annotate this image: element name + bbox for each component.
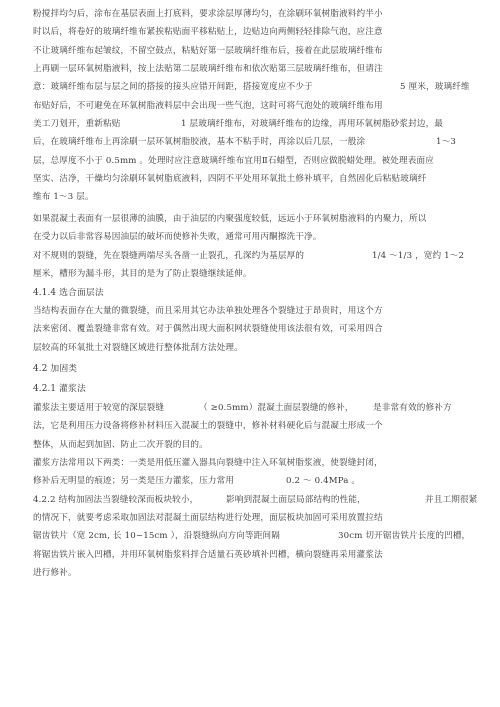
section-heading: 4.2 加固类 <box>33 364 78 374</box>
paragraph-line: 粉搅拌均匀后，涂布在基层表面上打底料，要求涂层厚薄均匀，在涂刷环氧树脂液料约半小 <box>33 9 383 19</box>
paragraph-line: 层，总厚度不小于 0.5mm 。处理时应注意玻璃纤维布宜用Ⅱ石蜡型，否则应做脱蜡处理。被处理表面应 <box>33 156 434 166</box>
paragraph-line: 不让玻璃纤维布起皱纹，不留空鼓点，粘贴好第一层玻璃纤维布后，接着在此层玻璃纤维布 <box>33 46 383 56</box>
paragraph-line: 灌浆法主要适用于较宽的深层裂缝 <box>33 403 165 413</box>
paragraph-line: 0.2 ～ 0.4MPa 。 <box>286 476 361 486</box>
paragraph-line: 的情况下，就要考虑采取加固法对混凝土面层结构进行处理，面层板块加固可采用放置拉结 <box>33 513 383 523</box>
paragraph-line: 锯齿铁片（宽 2cm, 长 10~15cm ），沿裂缝纵向方向等距间隔 <box>33 531 280 541</box>
section-heading: 4.2.1 灌浆法 <box>33 384 86 394</box>
paragraph-line: 上再刷一层环氧树脂液料，按上法贴第二层玻璃纤维布和依次贴第三层玻璃纤维布，但请注 <box>33 64 383 74</box>
paragraph-line: 布贴好后，不可避免在环氧树脂液料层中会出现一些气泡，这时可将气泡处的玻璃纤维布用 <box>33 101 383 111</box>
paragraph-line: 在受力以后非常容易因油层的破坏而使修补失败，通常可用丙酮擦洗干净。 <box>33 232 322 242</box>
paragraph-line: 将锯齿铁片嵌入凹槽，并用环氧树脂浆料拌合适量石英砂填补凹槽，横向裂缝再采用灌浆法 <box>33 550 383 560</box>
paragraph-line: 对不规则的裂缝，先在裂缝两端尽头各凿一止裂孔，孔深约为基层厚的 <box>33 251 305 261</box>
paragraph-line: 1/4 ～1/3 ，宽约 1～2 <box>372 251 465 261</box>
paragraph-line: 影响到混凝土面层局部结构的性能， <box>226 495 366 505</box>
paragraph-line: 厘米，槽形为漏斗形，其目的是为了防止裂缝继续延伸。 <box>33 269 252 279</box>
paragraph-line: 后，在玻璃纤维布上再涂刷一层环氧树脂胶液，基本不粘手时，再涂以后几层，一般涂 <box>33 137 366 147</box>
paragraph-line: 修补后无明显的痕迹；另一类是压力灌浆，压力常用 <box>33 476 235 486</box>
paragraph-line: 维布 1～3 层。 <box>33 192 94 202</box>
paragraph-line: 坚实、洁净，干燥均匀涂刷环氧树脂底液料，四阴不平处用环氧批土修补填平，自然固化后粘贴玻璃纤 <box>33 174 427 184</box>
paragraph-line: 灌浆方法常用以下两类：一类是用低压灌入器具向裂缝中注入环氧树脂浆液，使裂缝封闭， <box>33 458 383 468</box>
paragraph-line: 1～3 <box>436 137 456 147</box>
paragraph-line: （ ≥0.5mm）混凝土面层裂缝的修补， <box>199 403 354 413</box>
paragraph-line: 整体，从而起到加固、防止二次开裂的目的。 <box>33 440 208 450</box>
paragraph-line: 5 厘米，玻璃纤维 <box>400 82 470 92</box>
paragraph-line: 时以后，将卷好的玻璃纤维布紧挨粘贴面平移粘贴上，边贴边向两侧轻轻排除气泡，应注意 <box>33 27 383 37</box>
paragraph-line: 4.2.2 结构加固法当裂缝较深而板块较小， <box>33 495 199 505</box>
paragraph-line: 法来密闭、覆盖裂缝非常有效。对于偶然出现大面积网状裂缝使用该法很有效，可采用四合 <box>33 324 383 334</box>
paragraph-line: 30cm 切开锯齿铁片长度的凹槽， <box>338 531 471 541</box>
paragraph-line: 美工刀划开，重新粘贴 <box>33 119 121 129</box>
paragraph-line: 法，它是利用压力设备将修补材料压入混凝土的裂缝中，修补材料硬化后与混凝土形成一个 <box>33 421 383 431</box>
paragraph-line: 当结构表面存在大量的微裂缝，而且采用其它办法单独处理各个裂缝过于昂贵时，用这个方 <box>33 306 383 316</box>
paragraph-line: 如果混凝土表面有一层很薄的油膜，由于油层的内聚强度较低，远远小于环氧树脂液料的内聚力，所以 <box>33 214 427 224</box>
paragraph-line: 意：玻璃纤维布层与层之间的搭接的接头应错开间距，搭接宽度应不少于 <box>33 82 313 92</box>
paragraph-line: 并且工期很紧 <box>425 495 478 505</box>
paragraph-line: 1 层玻璃纤维布，对玻璃纤维布的边缘，再用环氧树脂砂浆封边，最 <box>181 119 444 129</box>
paragraph-line: 进行修补。 <box>33 568 77 578</box>
section-heading: 4.1.4 选合面层法 <box>33 288 104 298</box>
paragraph-line: 层较高的环氧批土对裂缝区域进行整体批刮方法处理。 <box>33 343 243 353</box>
paragraph-line: 是非常有效的修补方 <box>373 403 452 413</box>
